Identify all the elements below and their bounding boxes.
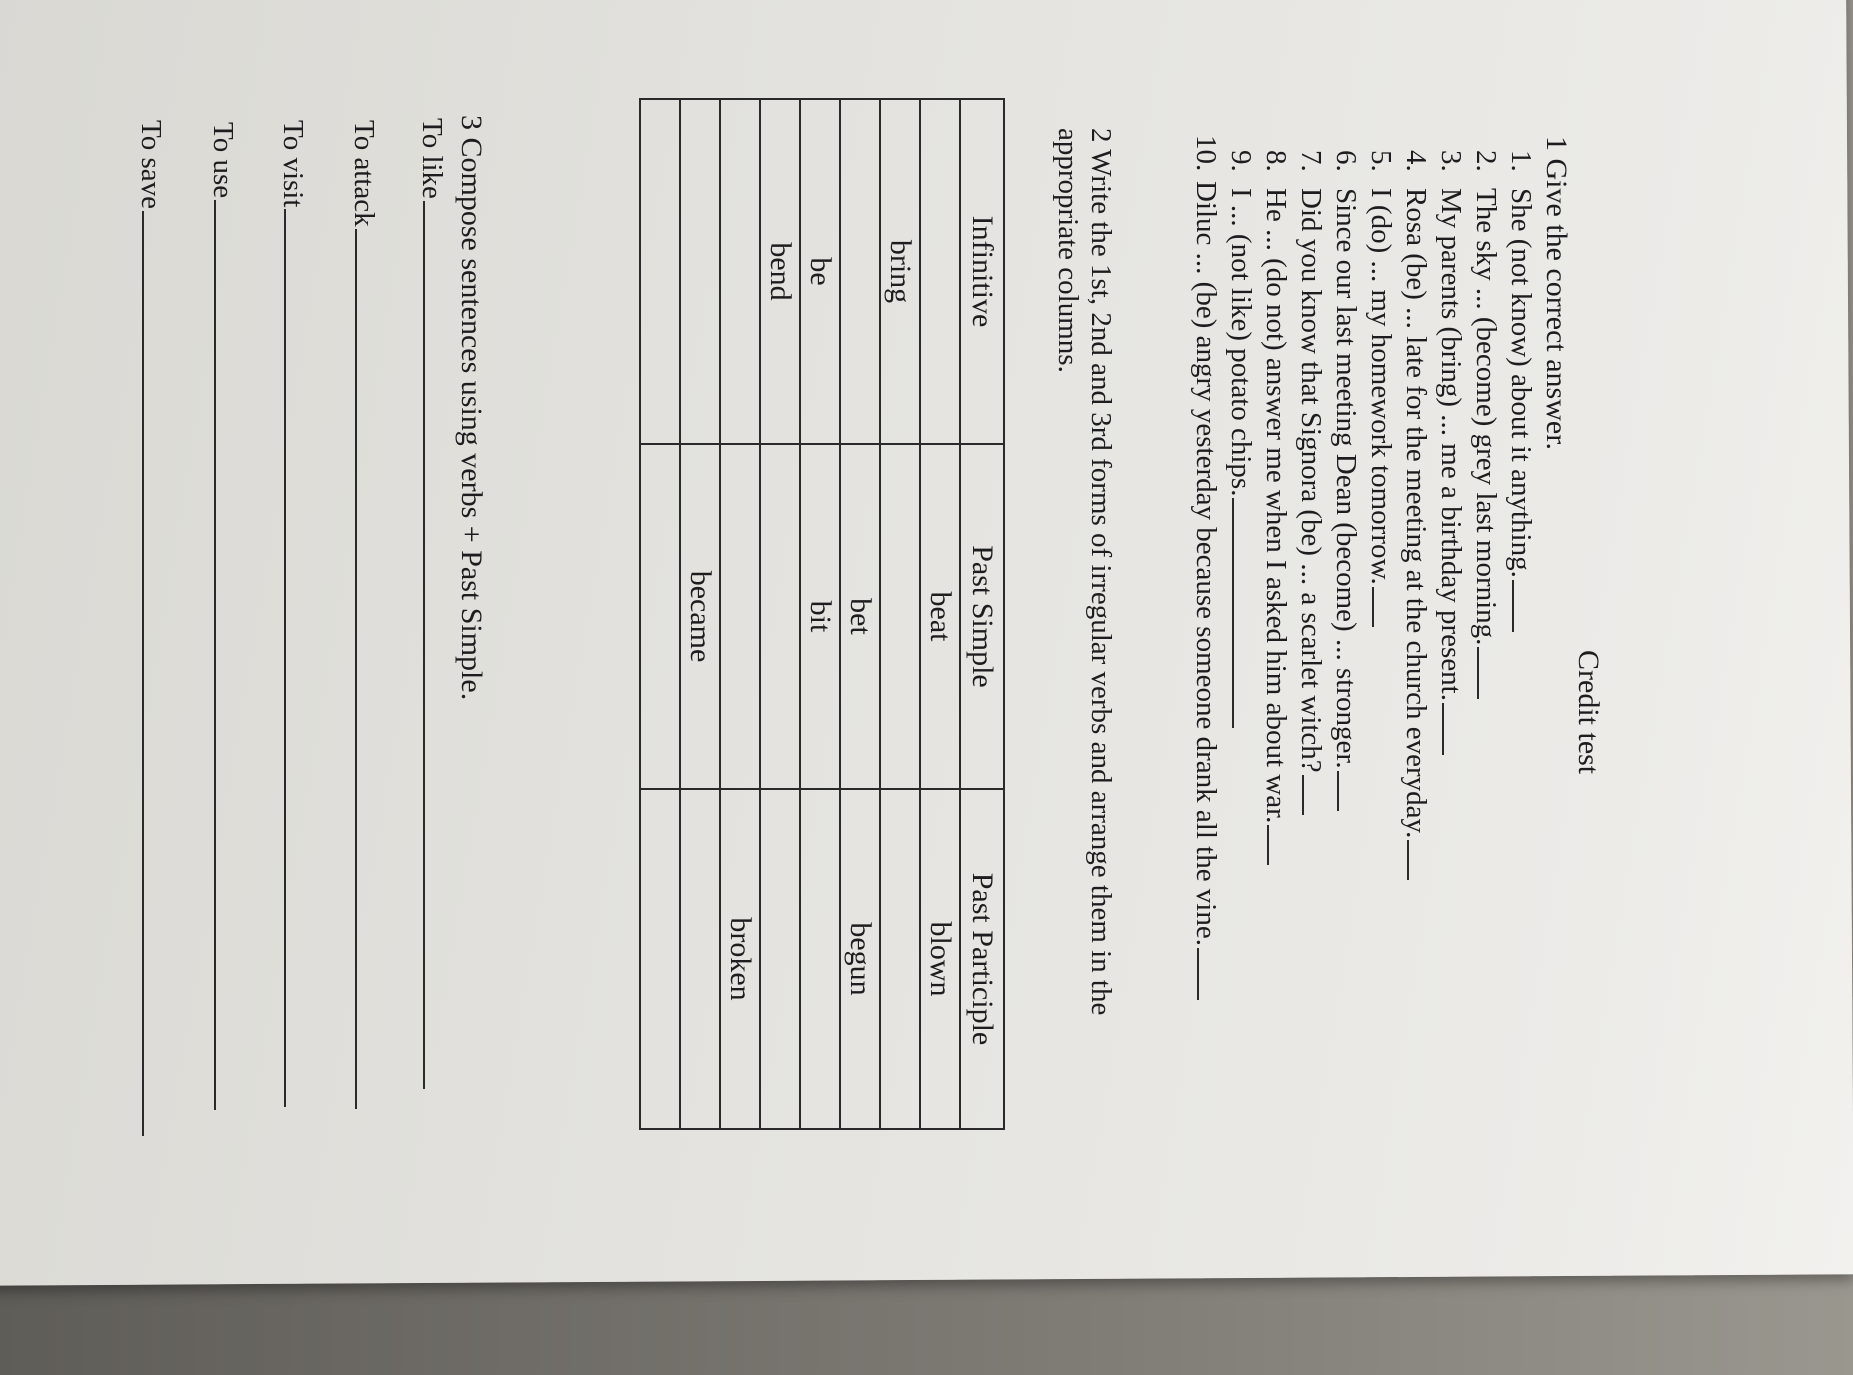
question-text: I (do) ... my homework tomorrow. (1365, 188, 1397, 585)
question-number: 10. (1190, 135, 1222, 172)
sentence-line-to-use (206, 122, 239, 1110)
answer-blank[interactable] (1407, 840, 1410, 880)
sentence-blank[interactable] (355, 229, 358, 1109)
answer-blank[interactable] (1267, 825, 1270, 865)
table-cell[interactable] (760, 444, 800, 789)
header-past-participle: Past Participle (960, 789, 1004, 1129)
sentence-prompt: To like (416, 118, 448, 199)
table-cell[interactable]: be (800, 99, 840, 444)
question-text: My parents (bring) ... me a birthday present. (1435, 188, 1467, 701)
question-8 (1259, 150, 1292, 865)
table-cell[interactable]: broken (720, 789, 760, 1129)
answer-blank[interactable] (1197, 948, 1200, 1000)
table-cell[interactable] (840, 99, 880, 444)
table-row (720, 99, 760, 1129)
answer-blank[interactable] (1302, 775, 1305, 815)
table-cell[interactable]: bit (800, 444, 840, 789)
sentence-line-to-attack (347, 120, 380, 1109)
question-text: Rosa (be) ... late for the meeting at the church everyday. (1400, 188, 1432, 839)
sentence-blank[interactable] (423, 201, 426, 1089)
question-number: 3. (1435, 150, 1467, 172)
table-row (800, 99, 840, 1129)
question-number: 1. (1505, 150, 1537, 172)
question-9 (1224, 150, 1257, 728)
question-number: 9. (1225, 150, 1257, 172)
table-cell[interactable]: beat (920, 444, 960, 789)
table-cell[interactable] (720, 99, 760, 444)
question-text: He ... (do not) answer me when I asked him about war. (1260, 188, 1292, 824)
table-cell[interactable] (640, 99, 680, 444)
table-row (640, 99, 680, 1129)
table-row (880, 99, 920, 1129)
sentence-line-to-save (134, 120, 167, 1136)
question-text: The sky ... (become) grey last morning. (1470, 188, 1502, 646)
sentence-line-to-like (415, 118, 448, 1089)
section3-heading: 3 Compose sentences using verbs + Past Simple. (455, 115, 488, 701)
question-7 (1294, 150, 1327, 815)
table-cell[interactable] (640, 444, 680, 789)
table-cell[interactable] (880, 444, 920, 789)
question-number: 7. (1295, 150, 1327, 172)
table-row (680, 99, 720, 1129)
verb-forms-table (639, 98, 1005, 1130)
table-row (840, 99, 880, 1129)
table-row (920, 99, 960, 1129)
answer-blank[interactable] (1512, 580, 1515, 632)
question-number: 8. (1260, 150, 1292, 172)
answer-blank[interactable] (1232, 498, 1235, 728)
sentence-prompt: To save (135, 120, 167, 209)
table-cell[interactable] (880, 789, 920, 1129)
header-past-simple: Past Simple (960, 444, 1004, 789)
question-10 (1189, 135, 1222, 1000)
table-cell[interactable]: blown (920, 789, 960, 1129)
table-cell[interactable] (760, 789, 800, 1129)
section2-heading: 2 Write the 1st, 2nd and 3rd forms of irregular verbs and arrange them in the appropriate columns. (1052, 128, 1117, 1016)
table-cell[interactable]: begun (840, 789, 880, 1129)
sentence-prompt: To visit (277, 120, 309, 208)
question-text: She (not know) about it anything. (1505, 188, 1537, 578)
table-cell[interactable] (680, 789, 720, 1129)
question-number: 6. (1330, 150, 1362, 172)
answer-blank[interactable] (1442, 703, 1445, 755)
question-6 (1329, 150, 1362, 811)
table-cell[interactable] (800, 789, 840, 1129)
table-cell[interactable] (920, 99, 960, 444)
table-cell[interactable]: bring (880, 99, 920, 444)
answer-blank[interactable] (1372, 587, 1375, 627)
question-text: Did you know that Signora (be) ... a scarlet witch? (1295, 188, 1327, 773)
question-text: Since our last meeting Dean (become) ... stronger. (1330, 188, 1362, 769)
table-cell[interactable] (680, 99, 720, 444)
sentence-line-to-visit (276, 120, 309, 1107)
answer-blank[interactable] (1337, 771, 1340, 811)
question-number: 2. (1470, 150, 1502, 172)
question-text: Diluc ... (be) angry yesterday because someone drank all the vine. (1190, 181, 1222, 946)
sentence-blank[interactable] (142, 211, 145, 1136)
question-5 (1364, 150, 1397, 627)
sentence-blank[interactable] (214, 200, 217, 1110)
question-text: I ... (not like) potato chips. (1225, 188, 1257, 497)
table-cell[interactable] (640, 789, 680, 1129)
table-cell[interactable]: became (680, 444, 720, 789)
worksheet-title: Credit test (1572, 650, 1605, 775)
sentence-prompt: To use (207, 122, 239, 199)
table-header-row (960, 99, 1004, 1129)
question-number: 5. (1365, 150, 1397, 172)
answer-blank[interactable] (1477, 647, 1480, 699)
table-cell[interactable] (720, 444, 760, 789)
table-cell[interactable]: bend (760, 99, 800, 444)
header-infinitive: Infinitive (960, 99, 1004, 444)
question-number: 4. (1400, 150, 1432, 172)
question-4 (1399, 150, 1432, 880)
question-2 (1469, 150, 1502, 699)
question-1 (1504, 150, 1537, 632)
section1-heading: 1 Give the correct answer. (1540, 136, 1573, 451)
sentence-blank[interactable] (284, 209, 287, 1107)
question-3 (1434, 150, 1467, 755)
sentence-prompt: To attack (348, 120, 380, 227)
table-row (760, 99, 800, 1129)
table-cell[interactable]: bet (840, 444, 880, 789)
